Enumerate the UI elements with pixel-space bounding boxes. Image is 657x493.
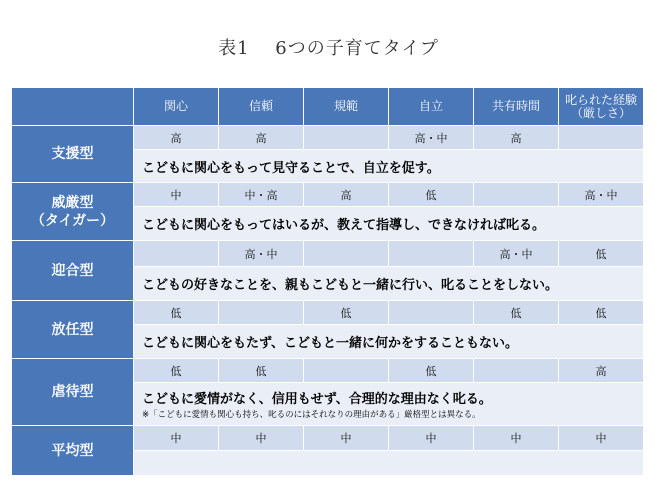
description-cell (134, 451, 644, 476)
row-type-label: 威厳型 （タイガー） (12, 183, 134, 241)
row-type-label: 迎合型 (12, 241, 134, 301)
value-cell: 高・中 (474, 241, 559, 267)
value-cell: 中 (219, 426, 304, 451)
value-cell: 高 (304, 183, 389, 207)
value-cell: 低 (474, 301, 559, 325)
header-corner (12, 88, 134, 126)
value-cell (559, 126, 644, 150)
value-cell (219, 301, 304, 325)
table-row (12, 301, 644, 325)
value-cell (134, 241, 219, 267)
value-cell (389, 301, 474, 325)
header-row (12, 88, 644, 126)
row-type-label: 虐待型 (12, 359, 134, 426)
value-cell: 中 (389, 426, 474, 451)
value-cell: 高・中 (559, 183, 644, 207)
value-cell: 中 (474, 426, 559, 451)
column-header: 叱られた経験 （厳しさ） (559, 88, 644, 126)
value-cell: 中 (134, 426, 219, 451)
value-cell: 低 (389, 359, 474, 383)
value-cell (304, 241, 389, 267)
value-cell (474, 359, 559, 383)
column-header: 信頼 (219, 88, 304, 126)
value-cell: 低 (559, 301, 644, 325)
row-type-label: 平均型 (12, 426, 134, 476)
description-cell (134, 267, 644, 301)
value-cell: 高・中 (389, 126, 474, 150)
value-cell: 中 (134, 183, 219, 207)
description-cell (134, 207, 644, 241)
description-text: こどもに関心をもってはいるが、教えて指導し、できなければ叱る。 (142, 218, 546, 233)
column-header: 関心 (134, 88, 219, 126)
table-row (12, 183, 644, 207)
value-cell: 高 (134, 126, 219, 150)
value-cell: 低 (389, 183, 474, 207)
table-row (12, 241, 644, 267)
value-cell: 低 (134, 301, 219, 325)
description-text: こどもに関心をもって見守ることで、自立を促す。 (142, 160, 440, 176)
column-header: 規範 (304, 88, 389, 126)
column-header: 自立 (389, 88, 474, 126)
column-header: 共有時間 (474, 88, 559, 126)
description-note: ※「こどもに愛情も関心も持ち、叱るのにはそれなりの理由がある」厳格型とは異なる。 (142, 410, 481, 420)
table-row (12, 359, 644, 383)
value-cell: 低 (559, 241, 644, 267)
table-title: 表1 6つの子育てタイプ (218, 38, 439, 59)
row-type-label: 支援型 (12, 126, 134, 183)
row-type-label: 放任型 (12, 301, 134, 359)
value-cell: 高 (559, 359, 644, 383)
value-cell (304, 359, 389, 383)
value-cell: 低 (134, 359, 219, 383)
parenting-types-table (11, 87, 644, 476)
value-cell: 高 (219, 126, 304, 150)
description-text: こどもに関心をもたず、こどもと一緒に何かをすることもない。 (142, 336, 518, 351)
description-cell (134, 383, 644, 426)
description-text: こどもの好きなことを、親もこどもと一緒に行い、叱ることをしない。 (142, 278, 559, 293)
table-row (12, 126, 644, 150)
value-cell (304, 126, 389, 150)
value-cell: 低 (219, 359, 304, 383)
description-cell (134, 325, 644, 359)
value-cell: 中 (559, 426, 644, 451)
description-cell (134, 150, 644, 183)
value-cell: 高 (474, 126, 559, 150)
table-row (12, 426, 644, 451)
value-cell (389, 241, 474, 267)
value-cell: 中・高 (219, 183, 304, 207)
value-cell: 中 (304, 426, 389, 451)
description-text: こどもに愛情がなく、信用もせず、合理的な理由なく叱る。 (142, 392, 492, 407)
value-cell: 高・中 (219, 241, 304, 267)
value-cell (474, 183, 559, 207)
table-body (12, 126, 644, 476)
value-cell: 低 (304, 301, 389, 325)
